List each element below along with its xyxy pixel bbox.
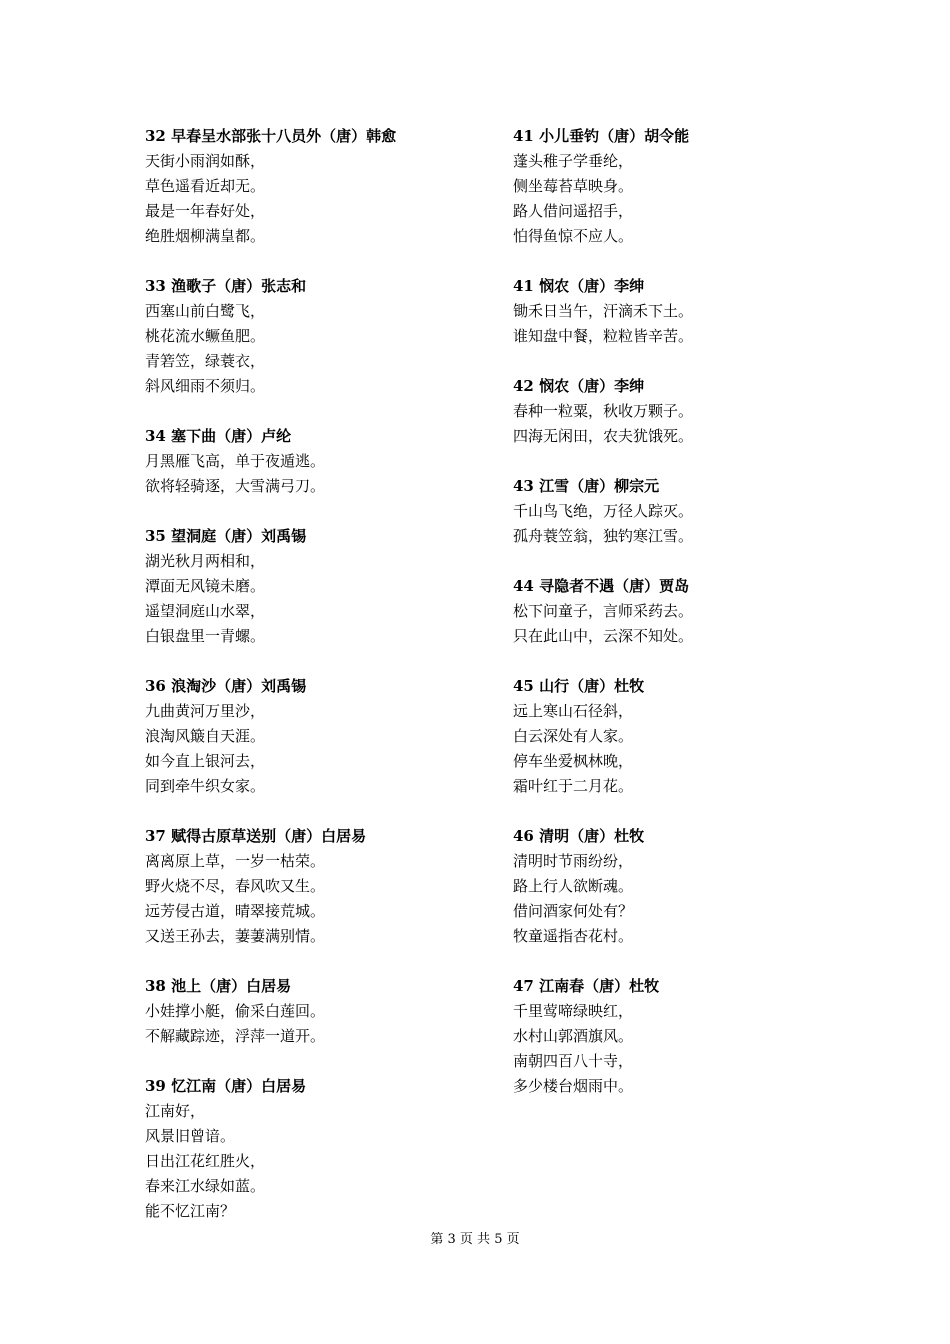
poem-line: 南朝四百八十寺，: [513, 1052, 634, 1070]
poem-block: [513, 374, 853, 449]
poem-line: 松下问童子，言师采药去。: [513, 602, 694, 620]
poem-block: [145, 1074, 485, 1224]
poem-line: 锄禾日当午，汗滴禾下土。: [513, 302, 694, 320]
poem-line: 小娃撑小艇，偷采白莲回。: [145, 1002, 326, 1020]
poem-line: 牧童遥指杏花村。: [513, 927, 634, 945]
poem-line: 欲将轻骑逐，大雪满弓刀。: [145, 477, 326, 495]
poem-line: 四海无闲田，农夫犹饿死。: [513, 427, 694, 445]
poem-line: 遥望洞庭山水翠，: [145, 602, 266, 620]
poem-line: 春来江水绿如蓝。: [145, 1177, 266, 1195]
poem-line: 蓬头稚子学垂纶，: [513, 152, 634, 170]
poem-title: 37 赋得古原草送别（唐）白居易: [145, 827, 367, 845]
poem-title: 43 江雪（唐）柳宗元: [513, 477, 660, 495]
poem-title: 41 悯农（唐）李绅: [513, 277, 645, 295]
poem-block: [145, 974, 485, 1049]
poem-line: 远芳侵古道，晴翠接荒城。: [145, 902, 326, 920]
poem-line: 风景旧曾谙。: [145, 1127, 236, 1145]
poem-line: 水村山郭酒旗风。: [513, 1027, 634, 1045]
poem-line: 日出江花红胜火，: [145, 1152, 266, 1170]
poem-line: 浪淘风簸自天涯。: [145, 727, 266, 745]
poem-title: 47 江南春（唐）杜牧: [513, 977, 660, 995]
poem-line: 远上寒山石径斜，: [513, 702, 634, 720]
poem-block: [145, 124, 485, 249]
poem-line: 清明时节雨纷纷，: [513, 852, 634, 870]
poem-block: [145, 524, 485, 649]
poem-line: 霜叶红于二月花。: [513, 777, 634, 795]
poem-line: 绝胜烟柳满皇都。: [145, 227, 266, 245]
poem-line: 天街小雨润如酥，: [145, 152, 266, 170]
poem-line: 借问酒家何处有？: [513, 902, 634, 920]
poem-line: 谁知盘中餐，粒粒皆辛苦。: [513, 327, 694, 345]
poem-line: 千山鸟飞绝，万径人踪灭。: [513, 502, 694, 520]
poem-title: 39 忆江南（唐）白居易: [145, 1077, 307, 1095]
poem-line: 怕得鱼惊不应人。: [513, 227, 634, 245]
poem-line: 离离原上草，一岁一枯荣。: [145, 852, 326, 870]
poem-block: [145, 274, 485, 399]
poem-block: [513, 124, 853, 249]
poem-block: [145, 674, 485, 799]
poem-line: 停车坐爱枫林晚，: [513, 752, 634, 770]
poem-line: 潭面无风镜未磨。: [145, 577, 266, 595]
poem-line: 侧坐莓苔草映身。: [513, 177, 634, 195]
poem-title: 35 望洞庭（唐）刘禹锡: [145, 527, 307, 545]
poem-line: 不解藏踪迹，浮萍一道开。: [145, 1027, 326, 1045]
poem-block: [513, 824, 853, 949]
poem-line: 千里莺啼绿映红，: [513, 1002, 634, 1020]
poem-line: 青箬笠，绿蓑衣，: [145, 352, 266, 370]
left-column: [145, 124, 485, 1249]
poem-title: 38 池上（唐）白居易: [145, 977, 292, 995]
poem-line: 江南好，: [145, 1102, 206, 1120]
poem-block: [145, 824, 485, 949]
poem-line: 同到牵牛织女家。: [145, 777, 266, 795]
poem-title: 42 悯农（唐）李绅: [513, 377, 645, 395]
poem-title: 41 小儿垂钓（唐）胡令能: [513, 127, 690, 145]
page-footer: 第 3 页 共 5 页: [430, 1232, 520, 1247]
poem-block: [513, 274, 853, 349]
poem-block: [513, 974, 853, 1099]
poem-block: [513, 574, 853, 649]
poem-title: 32 早春呈水部张十八员外（唐）韩愈: [145, 127, 397, 145]
poem-line: 又送王孙去，萋萋满别情。: [145, 927, 326, 945]
poem-line: 西塞山前白鹭飞，: [145, 302, 266, 320]
poem-line: 最是一年春好处，: [145, 202, 266, 220]
poem-line: 白云深处有人家。: [513, 727, 634, 745]
poem-line: 路人借问遥招手，: [513, 202, 634, 220]
poem-block: [145, 424, 485, 499]
poem-line: 九曲黄河万里沙，: [145, 702, 266, 720]
poem-line: 多少楼台烟雨中。: [513, 1077, 634, 1095]
poem-line: 月黑雁飞高，单于夜遁逃。: [145, 452, 326, 470]
poem-line: 孤舟蓑笠翁，独钓寒江雪。: [513, 527, 694, 545]
poem-line: 只在此山中，云深不知处。: [513, 627, 694, 645]
poem-line: 桃花流水鳜鱼肥。: [145, 327, 266, 345]
poem-block: [513, 474, 853, 549]
poem-title: 44 寻隐者不遇（唐）贾岛: [513, 577, 690, 595]
right-column: [513, 124, 853, 1124]
poem-line: 野火烧不尽，春风吹又生。: [145, 877, 326, 895]
poem-line: 草色遥看近却无。: [145, 177, 266, 195]
poem-line: 湖光秋月两相和，: [145, 552, 266, 570]
poem-line: 如今直上银河去，: [145, 752, 266, 770]
poem-line: 斜风细雨不须归。: [145, 377, 266, 395]
poem-line: 路上行人欲断魂。: [513, 877, 634, 895]
poem-title: 36 浪淘沙（唐）刘禹锡: [145, 677, 307, 695]
poem-title: 45 山行（唐）杜牧: [513, 677, 645, 695]
poem-title: 46 清明（唐）杜牧: [513, 827, 645, 845]
poem-line: 白银盘里一青螺。: [145, 627, 266, 645]
poem-line: 能不忆江南？: [145, 1202, 236, 1220]
poem-block: [513, 674, 853, 799]
poem-title: 33 渔歌子（唐）张志和: [145, 277, 307, 295]
poem-line: 春种一粒粟，秋收万颗子。: [513, 402, 694, 420]
poem-title: 34 塞下曲（唐）卢纶: [145, 427, 292, 445]
